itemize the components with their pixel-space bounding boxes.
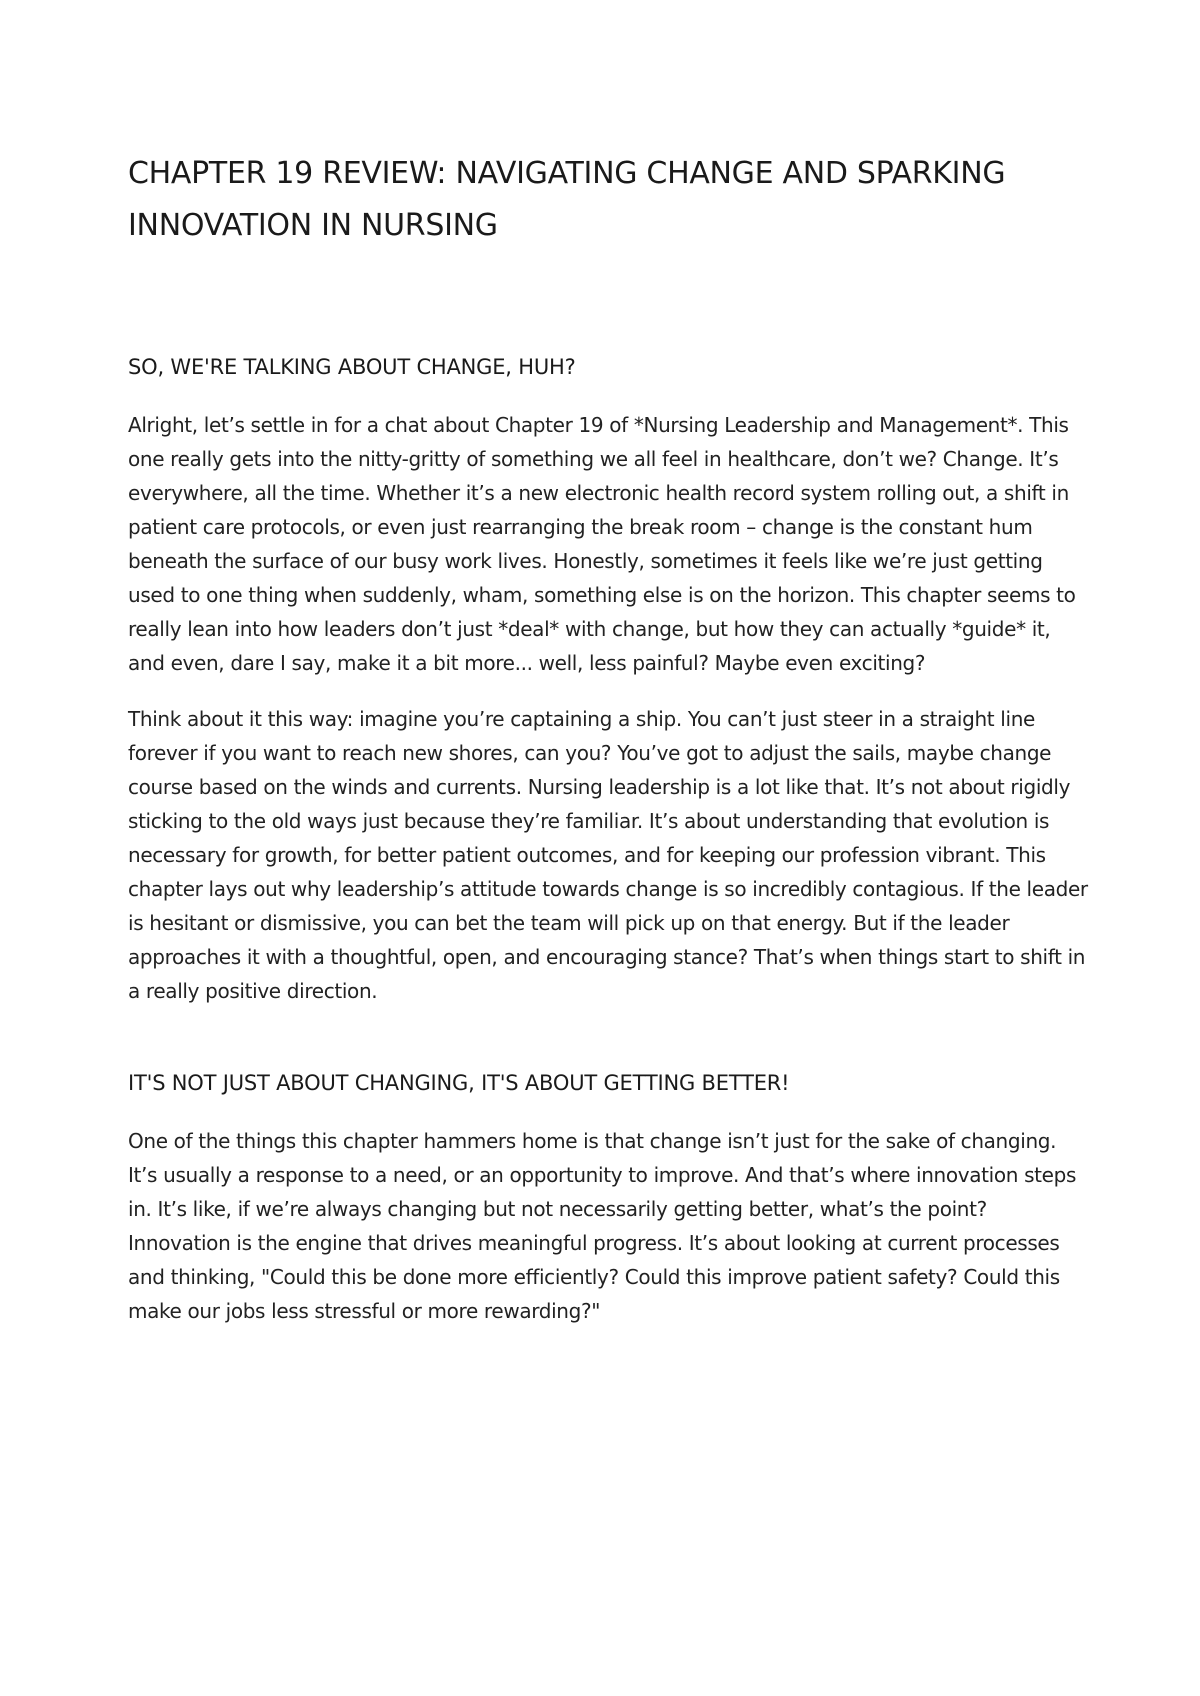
section-heading-getting-better: IT'S NOT JUST ABOUT CHANGING, IT'S ABOUT GETTING BETTER! [128, 1071, 790, 1095]
paragraph-ship-analogy: Think about it this way: imagine you’re captaining a ship. You can’t just steer in a straight line forever if you want to reach new shores, can you? You’ve got to adjust the sails, maybe change course based on the winds and currents. Nursing leadership is a lot like that. It’s not about rigidly sticking to the old ways just because they’re familiar. It’s about understanding that evolution is necessary for growth, for better patient outcomes, and for keeping our profession vibrant. This chapter lays out why leadership’s attitude towards change is so incredibly contagious. If the leader is hesitant or dismissive, you can bet the team will pick up on that energy. But if the leader approaches it with a thoughtful, open, and encouraging stance? That’s when things start to shift in a really positive direction. [128, 707, 1088, 1003]
section-heading-change: SO, WE'RE TALKING ABOUT CHANGE, HUH? [128, 355, 576, 379]
document-page [128, 148, 1088, 1350]
document-title: CHAPTER 19 REVIEW: NAVIGATING CHANGE AND SPARKING INNOVATION IN NURSING [128, 156, 1006, 243]
paragraph-innovation: One of the things this chapter hammers home is that change isn’t just for the sake of changing. It’s usually a response to a need, or an opportunity to improve. And that’s where innovation steps in. It’s like, if we’re always changing but not necessarily getting better, what’s the point? Innovation is the engine that drives meaningful progress. It’s about looking at current processes and thinking, "Could this be done more efficiently? Could this improve patient safety? Could this make our jobs less stressful or more rewarding?" [128, 1129, 1077, 1323]
paragraph-intro: Alright, let’s settle in for a chat about Chapter 19 of *Nursing Leadership and Management*. This one really gets into the nitty-gritty of something we all feel in healthcare, don’t we? Change. It’s everywhere, all the time. Whether it’s a new electronic health record system rolling out, a shift in patient care protocols, or even just rearranging the break room – change is the constant hum beneath the surface of our busy work lives. Honestly, sometimes it feels like we’re just getting used to one thing when suddenly, wham, something else is on the horizon. This chapter seems to really lean into how leaders don’t just *deal* with change, but how they can actually *guide* it, and even, dare I say, make it a bit more... well, less painful? Maybe even exciting? [128, 413, 1076, 675]
